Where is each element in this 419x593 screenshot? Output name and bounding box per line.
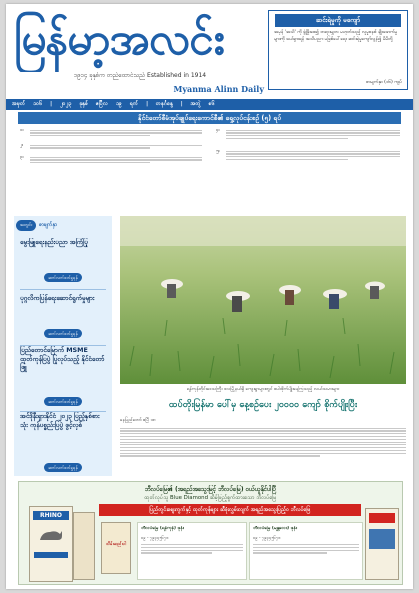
slogan-heading: ဆင်းရဲမှုကို မကျော်: [275, 14, 401, 27]
masthead-subtitle: ၁၉၁၄ ခုနှစ်က တည်ထောင်သည် Established in 1914: [74, 72, 207, 79]
point-text-lines: [226, 128, 400, 141]
newspaper-page: [6, 4, 413, 589]
point-text-lines: [226, 149, 400, 162]
sidebar-item: [20, 294, 106, 342]
sidebar-item: [20, 412, 106, 472]
sidebar-badge: [16, 220, 36, 231]
sidebar-badge-text: စာမျက်နှာ: [39, 222, 58, 228]
headline-bar: [18, 112, 401, 124]
read-more-button[interactable]: ဆက်လက်ဖတ်ရှုရန်: [44, 273, 82, 282]
rice-field-photo: [120, 216, 406, 384]
point-number: ၅။: [216, 148, 220, 153]
right-column: [216, 127, 401, 171]
point-number: ၄။: [216, 127, 220, 132]
contact-phone: ၀၉ - ၇၉၃၄၅၆၇၈: [141, 535, 169, 540]
ad-line2: ထုတ်လုပ်သူ Blue Diamond ဆိမ့်ဖြည့်စွက်ထားသော ဘီလပ်မြေ: [144, 495, 277, 501]
point-text-lines: [30, 155, 202, 165]
sidebar-item-title: မွေးမြူရေးနည်းပညာ အကြံပြု: [20, 238, 88, 246]
date-bar-text: အမှတ် ၁၀၆ | ၂၀၂၃ ခုနှစ် ဧပြီလ ၁၉ ရက် | တနင်္ဂနွေ | အတွဲ ၈၆: [12, 101, 215, 107]
sidebar-item-title: အင်ဒိုနီးရှားနိုင်ငံ ၂၀၂၃ ပြည့်နှစ်စားသုံး ကုန်ပစ္စည်းပြပွဲ ဖွင့်လှစ်: [20, 412, 100, 429]
cement-bag-left-2: [73, 512, 95, 580]
headline-bar-text: နိုင်ငံတော်စီမံအုပ်ချုပ်ရေးကောင်စီ၏ ရှေ့လုပ်ငန်းစဉ် (၅) ရပ်: [138, 114, 281, 122]
masthead-english-name: Myanma Alinn Daily: [173, 84, 264, 94]
main-article-body: [120, 426, 406, 474]
cement-bag-product: [101, 522, 131, 574]
contact-box-1: [137, 522, 247, 580]
sidebar-item-title: ပြည်တောင်မြောက် MSME ထုတ်ကုန်ပြပွဲ ပြုလုပ်သည့် နိုင်ငံတော်ဖြူ: [20, 346, 105, 371]
read-more-button[interactable]: ဆက်လက်ဖတ်ရှုရန်: [44, 397, 82, 406]
main-photo: [120, 216, 406, 384]
read-more-button[interactable]: ဆက်လက်ဖတ်ရှုရန်: [44, 463, 82, 472]
point-text-lines: [30, 128, 202, 138]
point-number: ၁။: [20, 127, 24, 132]
slogan-box: [268, 10, 408, 90]
contact-title: ဘီလပ်မြေ (ရန်ကုန်) ဖုန်း: [141, 526, 184, 531]
point-text-lines: [30, 143, 202, 150]
contact-phone: ၀၉ - ၇၉၃၄၅၆၇၈: [253, 535, 281, 540]
ad-red-banner-text: ပြည်တွင်းဈေးကွက်နှင့် ထုတ်ကုန်များ ဆီဖုံးလွှမ်းလျက် အရည်အသွေးပြည့်ဝ ဘီလပ်မြေ: [149, 507, 311, 513]
slogan-body: အမုန် 'အသိ' ကို ဖွံ့ဖြိုးစေ၍ တရားမျှတ မဟုတ်သည့် လူမှုစနစ် ချိုးဖောက်မှုများကို ဖယ်ရှားရန် အသိပညာ မဖြစ်ပေါ်ရေး ဆင်းရဲမှုကျော်လွန်၍ မိမိတို့: [274, 30, 398, 42]
point-number: ၃။: [20, 154, 24, 159]
sidebar-badge-label: အတွင်း: [19, 223, 33, 228]
five-points-block: [20, 127, 401, 171]
product-label: သိမ်းဆည်းပါ: [106, 541, 126, 546]
contact-box-2: [249, 522, 363, 580]
point-number: ၂။: [20, 142, 24, 147]
ad-red-banner: [99, 504, 361, 516]
left-column: [20, 127, 203, 171]
sidebar: [14, 216, 112, 476]
contact-title: ဘီလပ်မြေ (မန္တလေး) ဖုန်း: [253, 526, 297, 531]
advertisement: [18, 481, 403, 585]
masthead-title: မြန်မာ့အလင်း: [14, 14, 224, 65]
sidebar-item-title: ပုဂ္ဂလိကပြန်ရေးဆောင်ရွက်မှုများ: [20, 294, 95, 302]
date-bar: [6, 99, 413, 110]
ad-headline: ဘီလပ်မြေ၏ (အရည်အသွေးမြင့် ဘီလပ်မြေ) ဝယ်ယူနိုင်ပါပြီ: [144, 486, 277, 493]
sidebar-item: [20, 238, 106, 286]
sidebar-item: [20, 346, 106, 406]
rhino-icon: [38, 526, 64, 544]
main-dateline: နေပြည်တော် ဧပြီ ၁၈: [120, 418, 156, 423]
brand-label: RHINO: [33, 511, 69, 520]
read-more-button[interactable]: ဆက်လက်ဖတ်ရှုရန်: [44, 329, 82, 338]
cement-bag-right: [365, 508, 399, 580]
main-headline: ထပ်တိုးမြန်မာ ပေါ်မှ နေ့စဉ်ပေး ၂၀၀၀၀ ကျော် စိုက်ပျိုးပြီး: [168, 400, 358, 410]
photo-caption: ရန်ကုန်တိုင်းဒေသကြီး ဒလမြို့နယ်ရှိ ကျေးရွာများတွင် စပါးစိုက်ပျိုးနေကြသည့် လယ်သမားများ: [186, 387, 340, 392]
slogan-footer: စာမျက်နှာ (၁၆) ကျပ်: [366, 80, 402, 85]
cement-bag-left: [29, 506, 73, 582]
